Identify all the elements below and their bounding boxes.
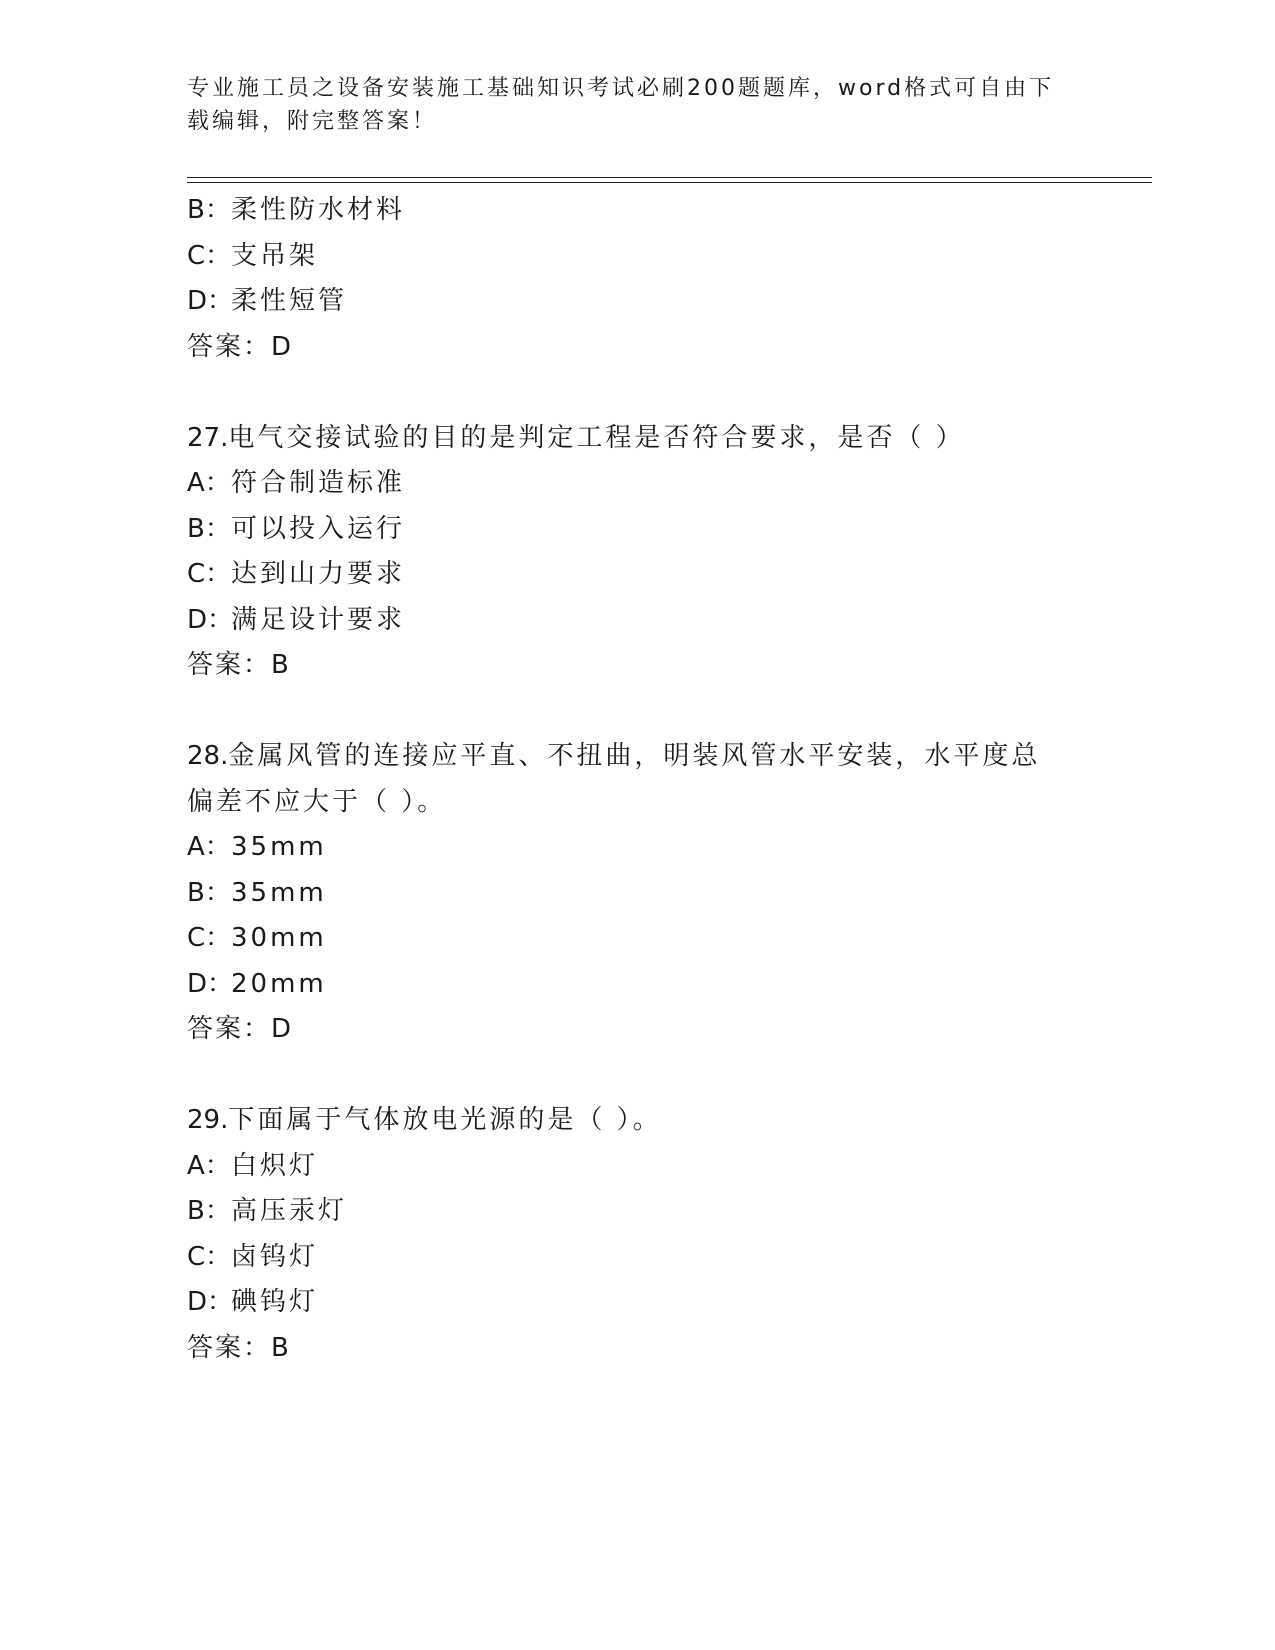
question-text: 27.电气交接试验的目的是判定工程是否符合要求，是否（ ） <box>187 422 965 453</box>
option-d: D：柔性短管 <box>187 286 348 316</box>
answer: 答案：B <box>187 1332 291 1363</box>
question-28 <box>187 734 1087 1053</box>
option-a: A：35mm <box>187 832 327 862</box>
header-divider-bottom <box>187 182 1152 183</box>
header-divider-top <box>187 177 1152 178</box>
option-c: C：30mm <box>187 923 327 953</box>
option-b: B：可以投入运行 <box>187 513 406 544</box>
option-c: C：达到山力要求 <box>187 559 406 589</box>
answer: 答案：D <box>187 1014 294 1044</box>
answer: 答案：B <box>187 650 291 680</box>
question-text: 28.金属风管的连接应平直、不扭曲，明装风管水平安装，水平度总偏差不应大于（ ）。 <box>187 741 1041 817</box>
answer: 答案：D <box>187 331 294 362</box>
option-d: D：满足设计要求 <box>187 604 406 635</box>
option-b: B：35mm <box>187 877 327 908</box>
question-29 <box>187 1098 1087 1371</box>
question-text: 29.下面属于气体放电光源的是（ ）。 <box>187 1105 662 1135</box>
option-b: B：高压汞灯 <box>187 1196 348 1226</box>
option-d: D：20mm <box>187 968 327 999</box>
option-c: C：支吊架 <box>187 240 319 271</box>
question-list <box>187 188 1087 1371</box>
question-27 <box>187 416 1087 689</box>
question-26-continued <box>187 188 1087 370</box>
option-a: A：符合制造标准 <box>187 468 406 498</box>
option-a: A：白炽灯 <box>187 1150 319 1181</box>
option-b: B：柔性防水材料 <box>187 195 406 225</box>
option-c: C：卤钨灯 <box>187 1241 319 1272</box>
option-d: D：碘钨灯 <box>187 1287 319 1317</box>
page-header: 专业施工员之设备安装施工基础知识考试必刷200题题库，word格式可自由下载编辑，附完整答案！ <box>187 76 1055 134</box>
